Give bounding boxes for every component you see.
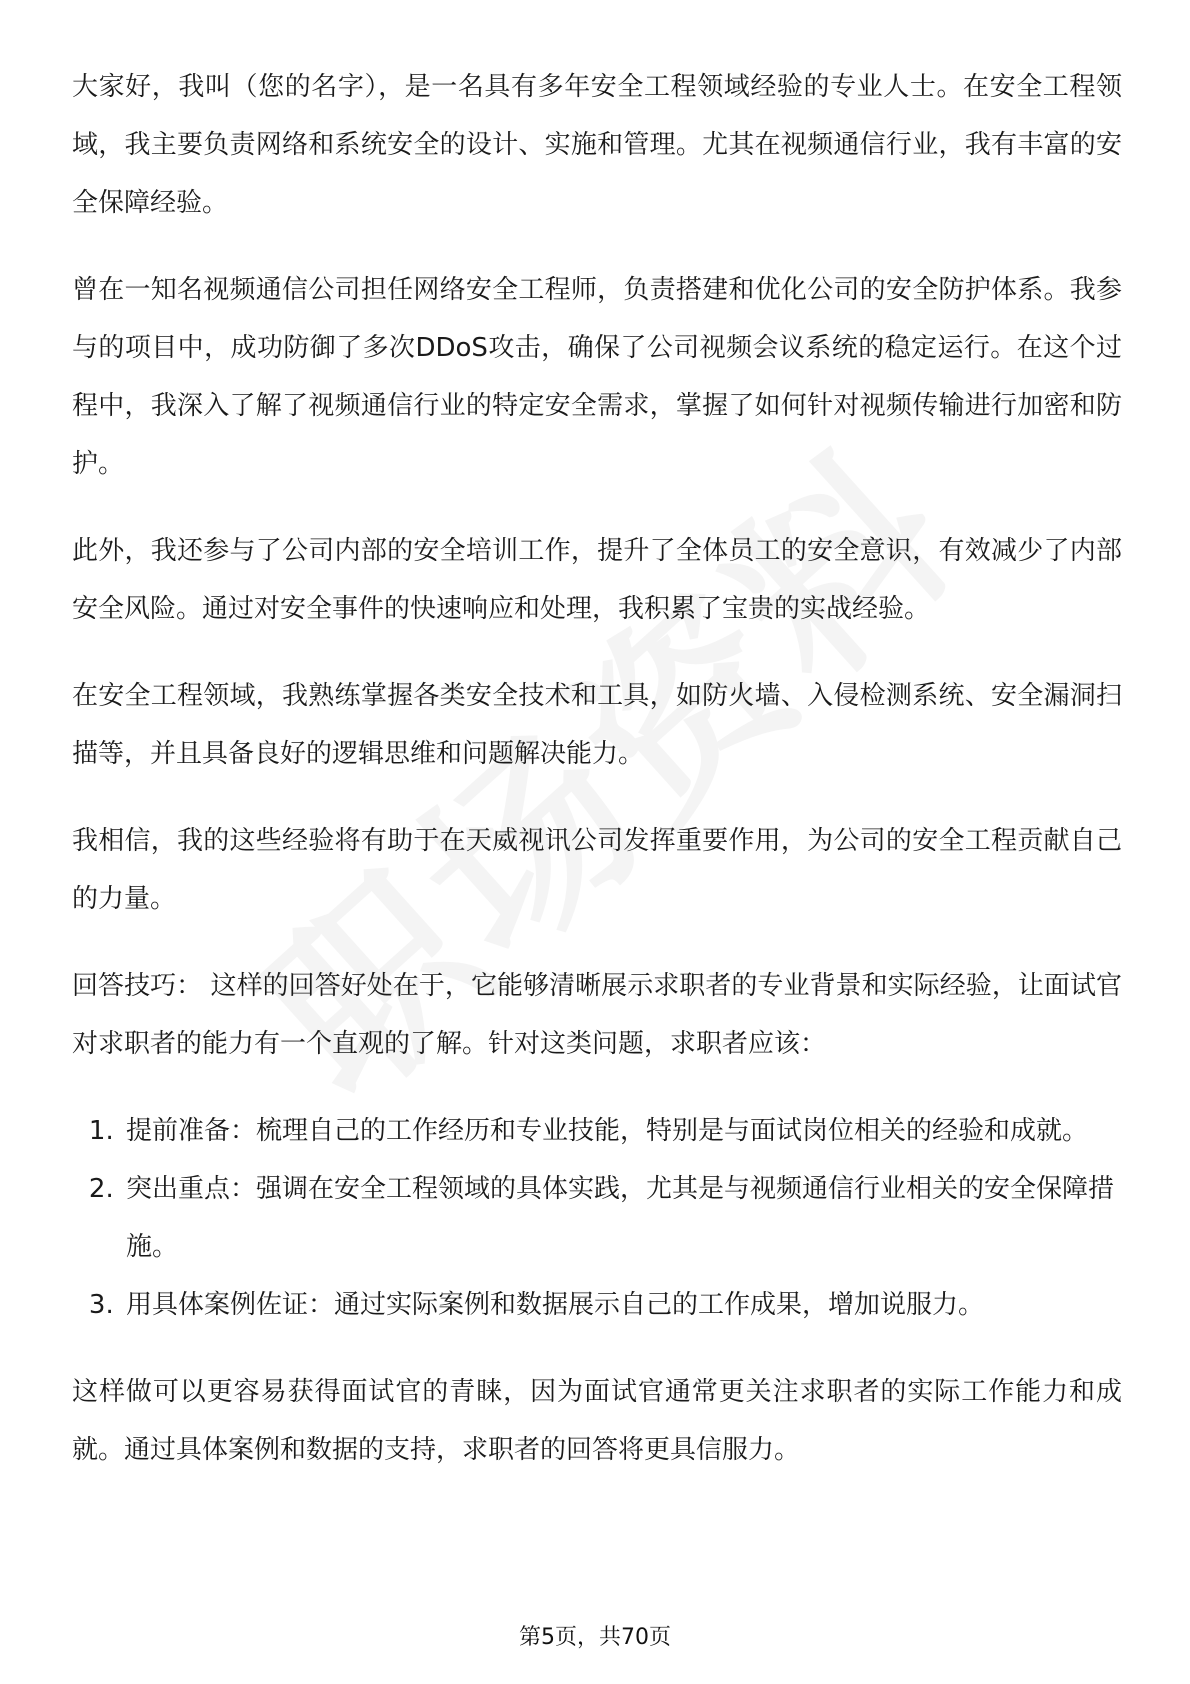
paragraph-tips: 回答技巧： 这样的回答好处在于，它能够清晰展示求职者的专业背景和实际经验，让面试官对求职者的能力有一个直观的了解。针对这类问题，求职者应该： — [72, 971, 1122, 1059]
list-item: 3. 用具体案例佐证：通过实际案例和数据展示自己的工作成果，增加说服力。 — [122, 1276, 1122, 1334]
paragraph-skills: 在安全工程领域，我熟练掌握各类安全技术和工具，如防火墙、入侵检测系统、安全漏洞扫描等，并且具备良好的逻辑思维和问题解决能力。 — [72, 681, 1122, 769]
list-item: 2. 突出重点：强调在安全工程领域的具体实践，尤其是与视频通信行业相关的安全保障措施。 — [122, 1160, 1122, 1276]
paragraph-intro: 大家好，我叫（您的名字），是一名具有多年安全工程领域经验的专业人士。在安全工程领域，我主要负责网络和系统安全的设计、实施和管理。尤其在视频通信行业，我有丰富的安全保障经验。 — [72, 72, 1122, 218]
paragraph-experience: 曾在一知名视频通信公司担任网络安全工程师，负责搭建和优化公司的安全防护体系。我参与的项目中，成功防御了多次DDoS攻击，确保了公司视频会议系统的稳定运行。在这个过程中，我深入了解了视频通信行业的特定安全需求，掌握了如何针对视频传输进行加密和防护。 — [72, 275, 1122, 479]
paragraph-conclusion: 我相信，我的这些经验将有助于在天威视讯公司发挥重要作用，为公司的安全工程贡献自己的力量。 — [72, 826, 1122, 914]
document-body — [72, 58, 1122, 1508]
paragraph-closing: 这样做可以更容易获得面试官的青睐，因为面试官通常更关注求职者的实际工作能力和成就。通过具体案例和数据的支持，求职者的回答将更具信服力。 — [72, 1377, 1122, 1465]
list-item: 1. 提前准备：梳理自己的工作经历和专业技能，特别是与面试岗位相关的经验和成就。 — [122, 1102, 1122, 1160]
tips-list — [72, 1102, 1122, 1334]
paragraph-training: 此外，我还参与了公司内部的安全培训工作，提升了全体员工的安全意识，有效减少了内部安全风险。通过对安全事件的快速响应和处理，我积累了宝贵的实战经验。 — [72, 536, 1122, 624]
page-number: 第5页，共70页 — [519, 1625, 671, 1650]
